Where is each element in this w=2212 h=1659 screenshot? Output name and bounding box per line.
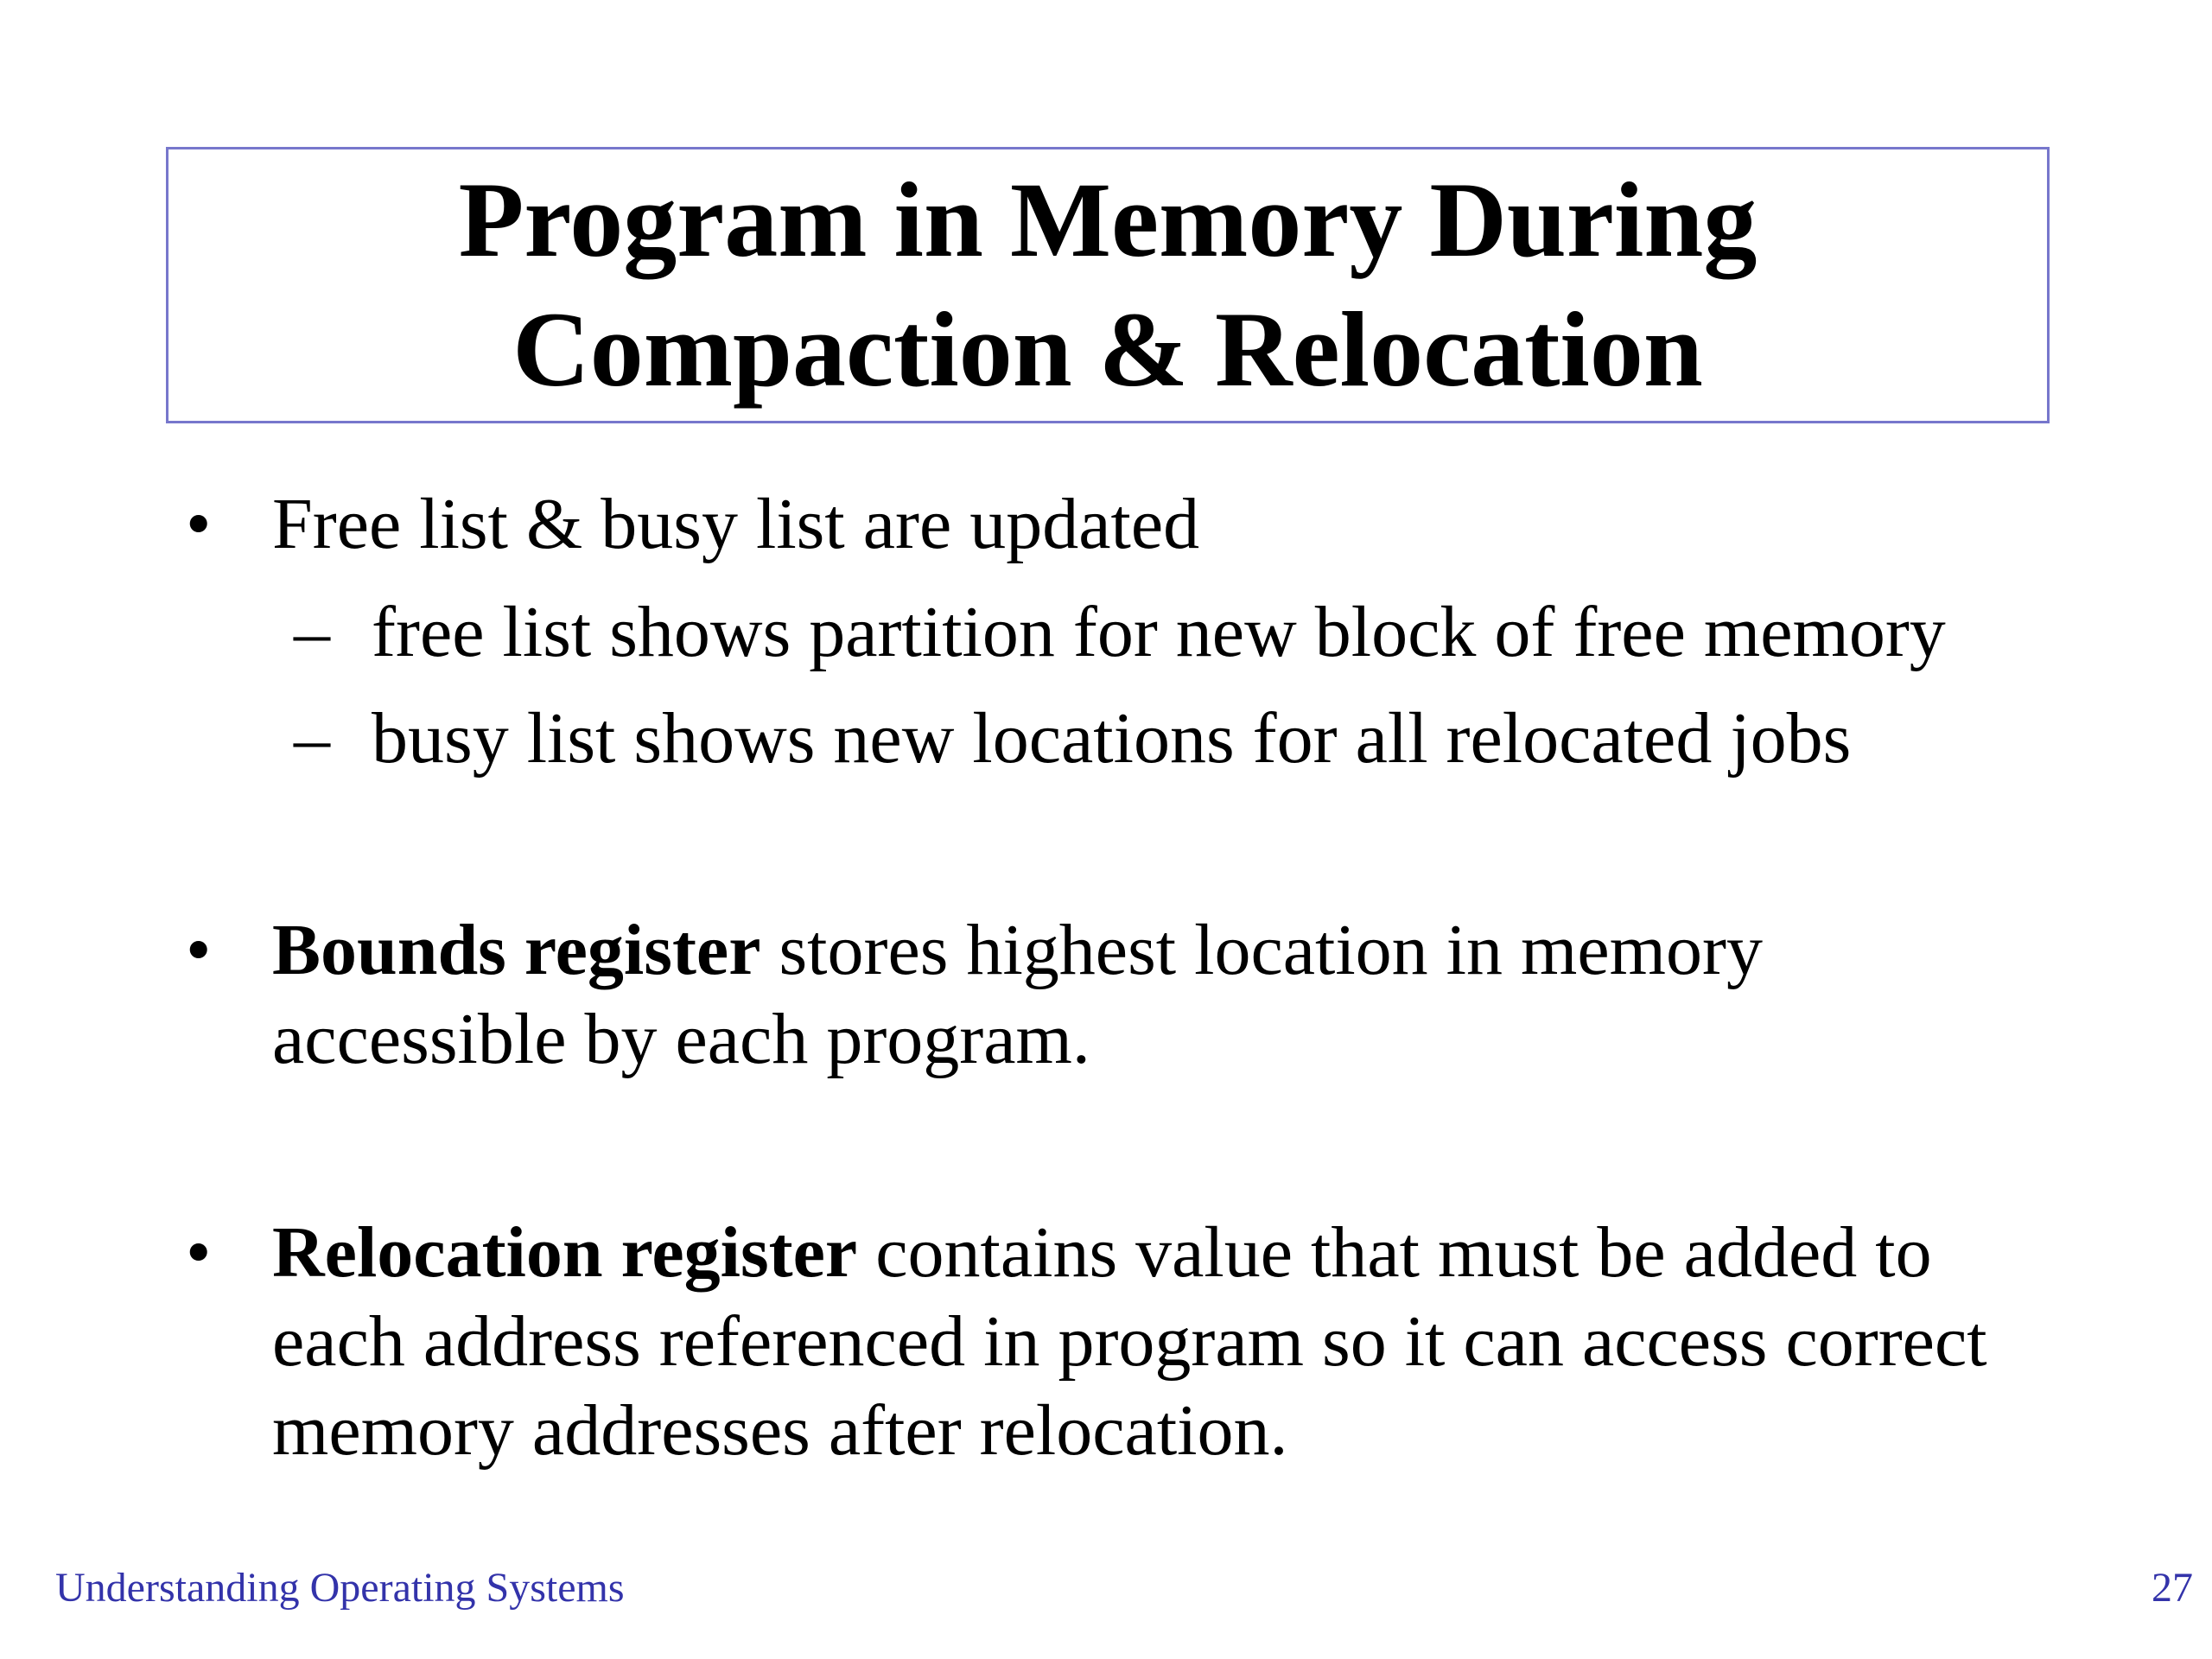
dash-icon: – bbox=[294, 592, 330, 672]
sub-bullet-2-text: busy list shows new locations for all relocated jobs bbox=[372, 698, 1852, 779]
bullet-1-text: Free list & busy list are updated bbox=[272, 484, 1200, 564]
bullet-2-description: stores highest location in memory accessible by each program. bbox=[272, 910, 1763, 1079]
bullet-icon: • bbox=[186, 910, 212, 990]
title-box bbox=[166, 147, 2050, 423]
slide-title-line-1: Program in Memory During bbox=[458, 161, 1758, 279]
bullet-1 bbox=[186, 480, 2069, 569]
bullet-3 bbox=[186, 1208, 2069, 1475]
bullet-2-term: Bounds register bbox=[272, 910, 761, 990]
footer-page-number: 27 bbox=[2152, 1565, 2193, 1611]
bullet-3-term: Relocation register bbox=[272, 1212, 858, 1293]
bullet-2-text bbox=[272, 906, 2069, 1084]
bullet-icon: • bbox=[186, 484, 212, 564]
bullet-icon: • bbox=[186, 1212, 212, 1293]
sub-bullet-1-text: free list shows partition for new block of free memory bbox=[372, 592, 1946, 672]
bullet-3-text bbox=[272, 1208, 2069, 1475]
dash-icon: – bbox=[294, 698, 330, 779]
footer-course-title: Understanding Operating Systems bbox=[55, 1565, 625, 1611]
bullet-3-description: contains value that must be added to each address referenced in program so it can access correct memory addresses after relocation. bbox=[272, 1212, 1987, 1471]
slide-title-line-2: Compaction & Relocation bbox=[512, 290, 1703, 409]
sub-bullet-1 bbox=[294, 588, 1946, 677]
bullet-2 bbox=[186, 906, 2069, 1084]
sub-bullet-2 bbox=[294, 694, 1851, 783]
